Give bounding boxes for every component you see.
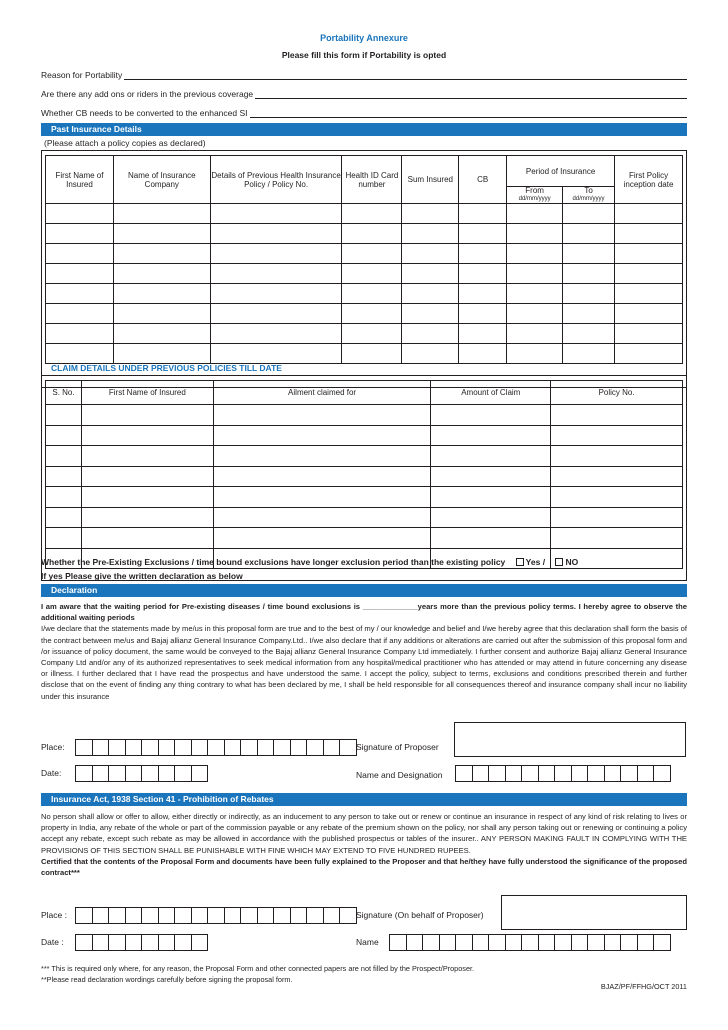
col-ailment: Ailment claimed for [213, 381, 431, 405]
section41-signature-label: Signature (On behalf of Proposer) [356, 910, 484, 920]
col-sum-insured: Sum Insured [402, 156, 459, 204]
section41-signature-box[interactable] [501, 895, 687, 930]
col-cb: CB [459, 156, 507, 204]
cb-label: Whether CB needs to be converted to the enhanced SI [41, 108, 248, 118]
declaration-text [41, 601, 687, 702]
table-row[interactable] [46, 425, 683, 446]
cb-field[interactable] [41, 106, 687, 118]
declaration-date-boxes[interactable] [75, 765, 207, 782]
table-row[interactable] [46, 528, 683, 549]
declaration-name-boxes[interactable] [455, 765, 670, 782]
table-row[interactable] [46, 224, 683, 244]
reason-label: Reason for Portability [41, 70, 123, 80]
col-to-format: dd/mm/yyyy [572, 196, 605, 202]
declaration-signature-label: Signature of Proposer [356, 742, 439, 752]
col-to-label: To [584, 186, 593, 195]
exclusion-followup: If yes Please give the written declaration as below [41, 571, 243, 581]
exclusion-question-text: Whether the Pre-Existing Exclusions / time bound exclusions have longer exclusion period than the existing policy [41, 557, 506, 567]
col-from-label: From [525, 186, 544, 195]
table-row[interactable] [46, 324, 683, 344]
table-row[interactable] [46, 244, 683, 264]
col-to [563, 187, 615, 204]
declaration-bold: I am aware that the waiting period for Pre-existing diseases / time bound exclusions is _____________years more than the previous policy terms. I hereby agree to observe the additional waiting periods [41, 602, 687, 623]
yes-checkbox[interactable] [516, 558, 524, 566]
section41-text [41, 811, 687, 878]
declaration-heading: Declaration [41, 584, 687, 597]
footer-note-1: *** This is required only where, for any reason, the Proposal Form and other connected papers are not filled by the Prospect/Proposer. [41, 964, 475, 973]
col-health-id: Health ID Card number [342, 156, 402, 204]
footer-note-2: **Please read declaration wordings carefully before signing the proposal form. [41, 975, 293, 984]
table-row[interactable] [46, 446, 683, 467]
table-row[interactable] [46, 405, 683, 426]
section41-name-boxes[interactable] [389, 934, 670, 951]
addons-field[interactable] [41, 87, 687, 99]
declaration-name-label: Name and Designation [356, 770, 443, 780]
table-row[interactable] [46, 466, 683, 487]
past-insurance-heading: Past Insurance Details [41, 123, 687, 136]
form-code: BJAZ/PF/FFHG/OCT 2011 [600, 982, 687, 991]
section41-name-label: Name [356, 937, 379, 947]
col-sno: S. No. [46, 381, 82, 405]
col-policy-details: Details of Previous Health Insurance Policy / Policy No. [210, 156, 342, 204]
table-row[interactable] [46, 507, 683, 528]
section41-date-label: Date : [41, 937, 64, 947]
declaration-body: I/we declare that the statements made by me/us in this proposal form are true and to the best of my / our knowledge and belief and I/we hereby agree that this declaration shall form the basis of the contract between me/us and Bajaj allianz General Insurance Company.Ltd.. I/we also declare that if any additions or alterations are carried out after the submission of this proposal form and /or issuance of policy document, the same would be conveyed to the Bajaj allianz General Insurance Company Ltd immediately. I further consent and authorize Bajaj allianz General Insurance Company Ltd and/or any of its authorized representatives to seek medical information from any hospital/medical practitioner who has attended or may attend in future concerning any disease or illness. I further declared that I have read the prospectus and have understood the same. I accept the policy, subject to terms, exclusions and conditions prescribed therein and further disclose that on the event of finding any thing contrary to what has been declared by me, I shall be held responsible for all consequences thereof and insurance company shall incur no liability under this insurance [41, 624, 687, 701]
no-label: NO [565, 557, 579, 567]
form-title: Portability Annexure [320, 33, 408, 43]
yes-label: Yes / [525, 557, 546, 567]
past-insurance-table [45, 155, 683, 364]
section41-heading: Insurance Act, 1938 Section 41 - Prohibition of Rebates [41, 793, 687, 806]
section41-date-boxes[interactable] [75, 934, 207, 951]
table-row[interactable] [46, 344, 683, 364]
col-from [507, 187, 563, 204]
col-from-format: dd/mm/yyyy [518, 196, 551, 202]
claims-table [45, 380, 683, 569]
reason-field[interactable] [41, 68, 687, 80]
declaration-place-label: Place: [41, 742, 65, 752]
table-row[interactable] [46, 204, 683, 224]
col-claim-first-name: First Name of Insured [81, 381, 213, 405]
claims-heading: CLAIM DETAILS UNDER PREVIOUS POLICIES TILL DATE [51, 363, 282, 373]
declaration-place-boxes[interactable] [75, 739, 356, 756]
section41-certified: Certified that the contents of the Proposal Form and documents have been fully explained to the Proposer and that he/they have fully understood the significance of the proposed contract*** [41, 856, 687, 878]
col-first-policy: First Policy inception date [615, 156, 683, 204]
col-company: Name of Insurance Company [113, 156, 210, 204]
exclusion-question [41, 557, 687, 567]
past-insurance-note: (Please attach a policy copies as declared) [44, 138, 206, 148]
section41-place-boxes[interactable] [75, 907, 356, 924]
addons-label: Are there any add ons or riders in the previous coverage [41, 89, 254, 99]
table-row[interactable] [46, 304, 683, 324]
col-period: Period of Insurance [507, 156, 615, 187]
no-checkbox[interactable] [555, 558, 563, 566]
col-policy-no: Policy No. [551, 381, 683, 405]
col-amount: Amount of Claim [431, 381, 551, 405]
section41-body: No person shall allow or offer to allow, either directly or indirectly, as an inducement to any person to take out or renew or continue an insurance in respect of any kind of risk relating to lives or property in India, any rebate of the whole or part of the commission payable or any rebate of the premium shown on the policy, nor shall any person taking out or renewing or continuing a policy accept any rebate, except such rebate as may be allowed in accordance with the published prospectus or tables of the insurer.. ANY PERSON MAKING FAULT IN COMPLYING WITH THE PROVISIONS OF THIS SECTION SHALL BE PUNISHABLE WITH FINE WHICH MAY EXTEND TO FIVE HUNDRED RUPEES. [41, 812, 687, 855]
table-row[interactable] [46, 264, 683, 284]
section41-place-label: Place : [41, 910, 67, 920]
declaration-date-label: Date: [41, 768, 62, 778]
table-row[interactable] [46, 284, 683, 304]
form-subtitle: Please fill this form if Portability is opted [281, 50, 447, 60]
declaration-signature-box[interactable] [454, 722, 686, 757]
col-first-name: First Name of Insured [46, 156, 114, 204]
table-row[interactable] [46, 487, 683, 508]
